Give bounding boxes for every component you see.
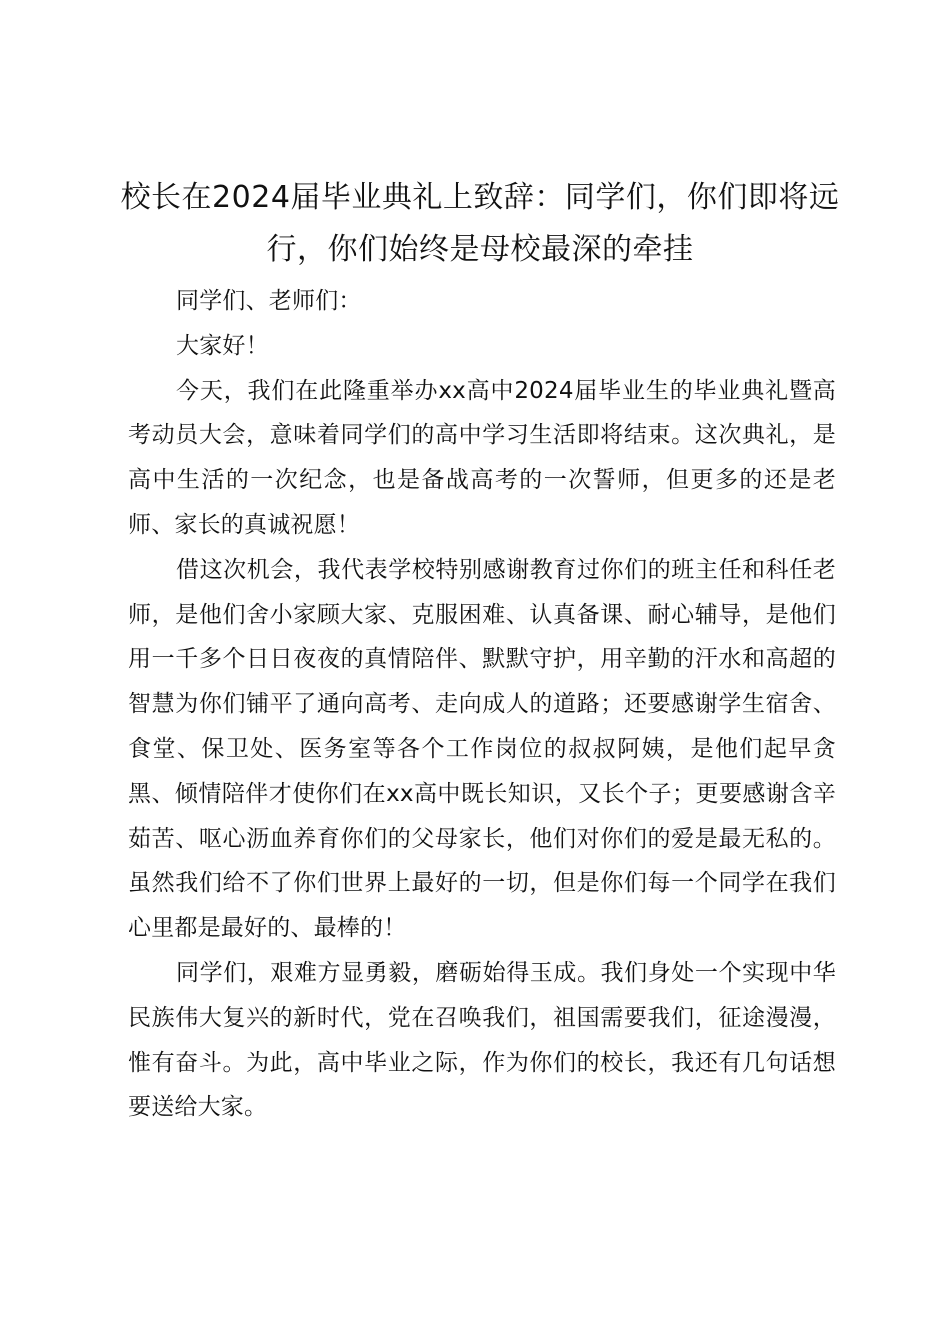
greeting-paragraph: 大家好！ xyxy=(176,332,269,359)
body-paragraph: 借这次机会，我代表学校特别感谢教育过你们的班主任和科任老师，是他们舍小家顾大家、克服困难、认真备课、耐心辅导，是他们用一千多个日日夜夜的真情陪伴、默默守护，用辛勤的汗水和高超的智慧为你们铺平了通向高考、走向成人的道路；还要感谢学生宿舍、食堂、保卫处、医务室等各个工作岗位的叔叔阿姨，是他们起早贪黑、倾情陪伴才使你们在xx高中既长知识，又长个子；更要感谢含辛茹苦、呕心沥血养育你们的父母家长，他们对你们的爱是最无私的。虽然我们给不了你们世界上最好的一切，但是你们每一个同学在我们心里都是最好的、最棒的！ xyxy=(128,556,836,942)
salutation-paragraph: 同学们、老师们： xyxy=(176,288,362,314)
document-body xyxy=(128,279,836,1130)
body-paragraph: 同学们，艰难方显勇毅，磨砺始得玉成。我们身处一个实现中华民族伟大复兴的新时代，党在召唤我们，祖国需要我们，征途漫漫，惟有奋斗。为此，高中毕业之际，作为你们的校长，我还有几句话想要送给大家。 xyxy=(128,959,836,1121)
body-paragraph: 今天，我们在此隆重举办xx高中2024届毕业生的毕业典礼暨高考动员大会，意味着同学们的高中学习生活即将结束。这次典礼，是高中生活的一次纪念，也是备战高考的一次誓师，但更多的还是老师、家长的真诚祝愿！ xyxy=(128,377,836,538)
document-title: 校长在2024届毕业典礼上致辞：同学们，你们即将远行，你们始终是母校最深的牵挂 xyxy=(120,180,840,267)
